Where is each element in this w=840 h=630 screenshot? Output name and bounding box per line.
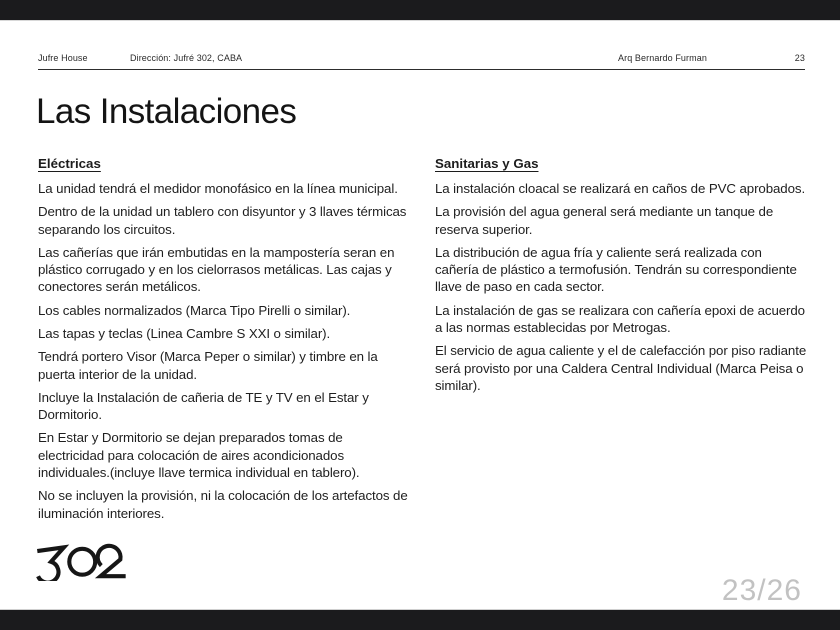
paragraph: La instalación de gas se realizara con cañería epoxi de acuerdo a las normas establecidas por Metrogas. <box>435 302 805 335</box>
paragraph: La unidad tendrá el medidor monofásico en la línea municipal. <box>38 181 398 196</box>
slide-page-indicator: 23/26 <box>721 574 802 607</box>
paragraph: Incluye la Instalación de cañeria de TE y TV en el Estar y Dormitorio. <box>38 389 369 423</box>
letterbox-bottom-bar <box>0 609 840 630</box>
paragraph: Los cables normalizados (Marca Tipo Pirelli o similar). <box>38 302 351 318</box>
header-page-number: 23 <box>794 53 805 63</box>
letterbox-top-bar <box>0 0 840 21</box>
page-title: Las Instalaciones <box>36 92 297 131</box>
header-address: Dirección: Jufré 302, CABA <box>130 53 243 63</box>
paragraph: La distribución de agua fría y caliente será realizada con cañería de plástico a termofusión. Tendrán su correspondiente llave de paso en cada sector. <box>435 244 797 295</box>
paragraph: Las tapas y teclas (Linea Cambre S XXI o similar). <box>38 325 331 341</box>
paragraph: Dentro de la unidad un tablero con disyuntor y 3 llaves térmicas separando los circuitos. <box>38 204 407 237</box>
paragraph: Tendrá portero Visor (Marca Peper o similar) y timbre en la puerta interior de la unidad. <box>38 349 378 382</box>
logo-302-icon <box>35 541 131 581</box>
paragraph: Las cañerías que irán embutidas en la mampostería seran en plástico corrugado y en los cielorrasos metálicas. Las cajas y conectores serán metálicos. <box>38 244 395 295</box>
section-heading-electricas: Eléctricas <box>38 156 101 171</box>
paragraph: La instalación cloacal se realizará en caños de PVC aprobados. <box>435 181 806 196</box>
column-sanitarias-gas <box>435 156 807 528</box>
paragraph: La provisión del agua general será mediante un tanque de reserva superior. <box>435 204 774 237</box>
content-columns <box>38 156 808 528</box>
logo-302 <box>35 541 131 581</box>
header-divider <box>38 69 805 70</box>
section-heading-sanitarias-gas: Sanitarias y Gas <box>435 156 539 171</box>
paragraph: En Estar y Dormitorio se dejan preparados tomas de electricidad para colocación de aires acondicionados individuales.(incluye llave termica individual en tablero). <box>38 430 360 480</box>
header-architect: Arq Bernardo Furman <box>618 53 707 63</box>
paragraph: No se incluyen la provisión, ni la colocación de los artefactos de iluminación interiores. <box>38 488 408 521</box>
page-header <box>38 53 805 67</box>
header-project-name: Jufre House <box>38 53 88 63</box>
paragraph: El servicio de agua caliente y el de calefacción por piso radiante será provisto por una Caldera Central Individual (Marca Peisa o similar). <box>435 343 807 393</box>
column-electricas <box>38 156 410 528</box>
